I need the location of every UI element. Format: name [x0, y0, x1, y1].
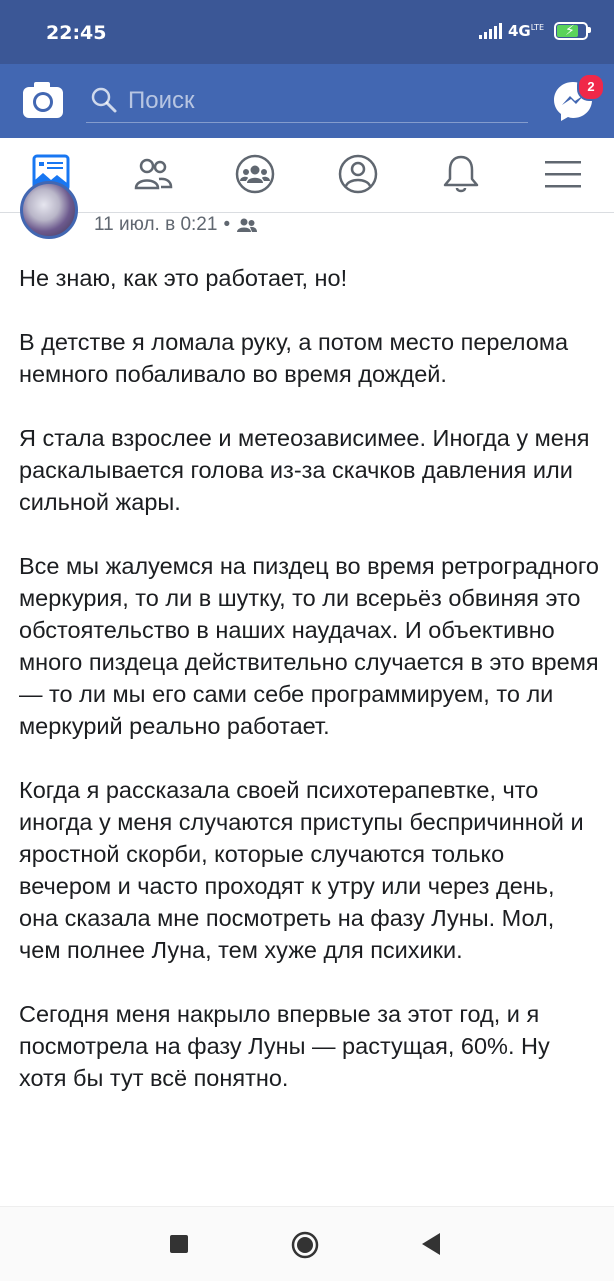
post-paragraph: В детстве я ломала руку, а потом место перелома немного побаливало во время дождей. [19, 329, 569, 387]
status-time: 22:45 [46, 22, 107, 44]
battery-icon: ⚡ [554, 22, 588, 40]
friends-audience-icon[interactable] [236, 217, 258, 233]
post-paragraph: Не знаю, как это работает, но! [19, 265, 348, 291]
post-paragraph: Когда я рассказала своей психотерапевтке, что иногда у меня случаются приступы беспричинной и яростной скорби, которые случаются только вечером и часто проходят к утру или через день, она сказала мне посмотреть на фазу Луны. Мол, чем полнее Луна, тем хуже для психики. [19, 777, 584, 963]
system-nav-bar [0, 1206, 614, 1281]
search-icon [90, 86, 118, 114]
search-input[interactable] [86, 78, 528, 123]
top-bar [0, 64, 614, 138]
avatar[interactable] [20, 181, 78, 239]
post-paragraph: Я стала взрослее и метеозависимее. Иногда у меня раскалывается голова из-за скачков давления или сильной жары. [19, 425, 590, 515]
back-button[interactable] [420, 1231, 442, 1257]
post-paragraph: Сегодня меня накрыло впервые за этот год, и я посмотрела на фазу Луны — растущая, 60%. Ну хотя бы тут всё понятно. [19, 1001, 550, 1091]
post-text [19, 262, 599, 1126]
status-indicators [479, 22, 588, 40]
recent-apps-button[interactable] [170, 1235, 188, 1253]
groups-icon [233, 152, 277, 196]
profile-icon [336, 152, 380, 196]
tab-profile[interactable] [336, 152, 380, 196]
messenger-badge: 2 [577, 73, 605, 101]
tab-friends[interactable] [131, 152, 175, 196]
hamburger-icon [541, 152, 585, 196]
status-bar [0, 0, 614, 64]
tab-notifications[interactable] [439, 152, 483, 196]
tab-bar [0, 138, 614, 213]
home-button[interactable] [291, 1231, 319, 1259]
post-meta [94, 214, 258, 236]
signal-icon [479, 23, 502, 39]
search-placeholder: Поиск [128, 87, 195, 114]
camera-icon[interactable] [22, 80, 64, 120]
tab-groups[interactable] [233, 152, 277, 196]
tab-menu[interactable] [541, 152, 585, 196]
bell-icon [439, 152, 483, 196]
meta-separator: • [223, 214, 231, 235]
network-type: $4G^{LTE}$ [507, 22, 544, 40]
post-paragraph: Все мы жалуемся на пиздец во время ретроградного меркурия, то ли в шутку, то ли всерьёз обвиняя это обстоятельство в наших наудачах. И объективно много пиздеца действительно случается в это время — то ли мы его сами себе программируем, то ли меркурий реально работает. [19, 553, 599, 739]
post-timestamp[interactable]: 11 июл. в 0:21 [94, 214, 218, 235]
friends-icon [131, 152, 175, 196]
post-header [0, 213, 614, 243]
